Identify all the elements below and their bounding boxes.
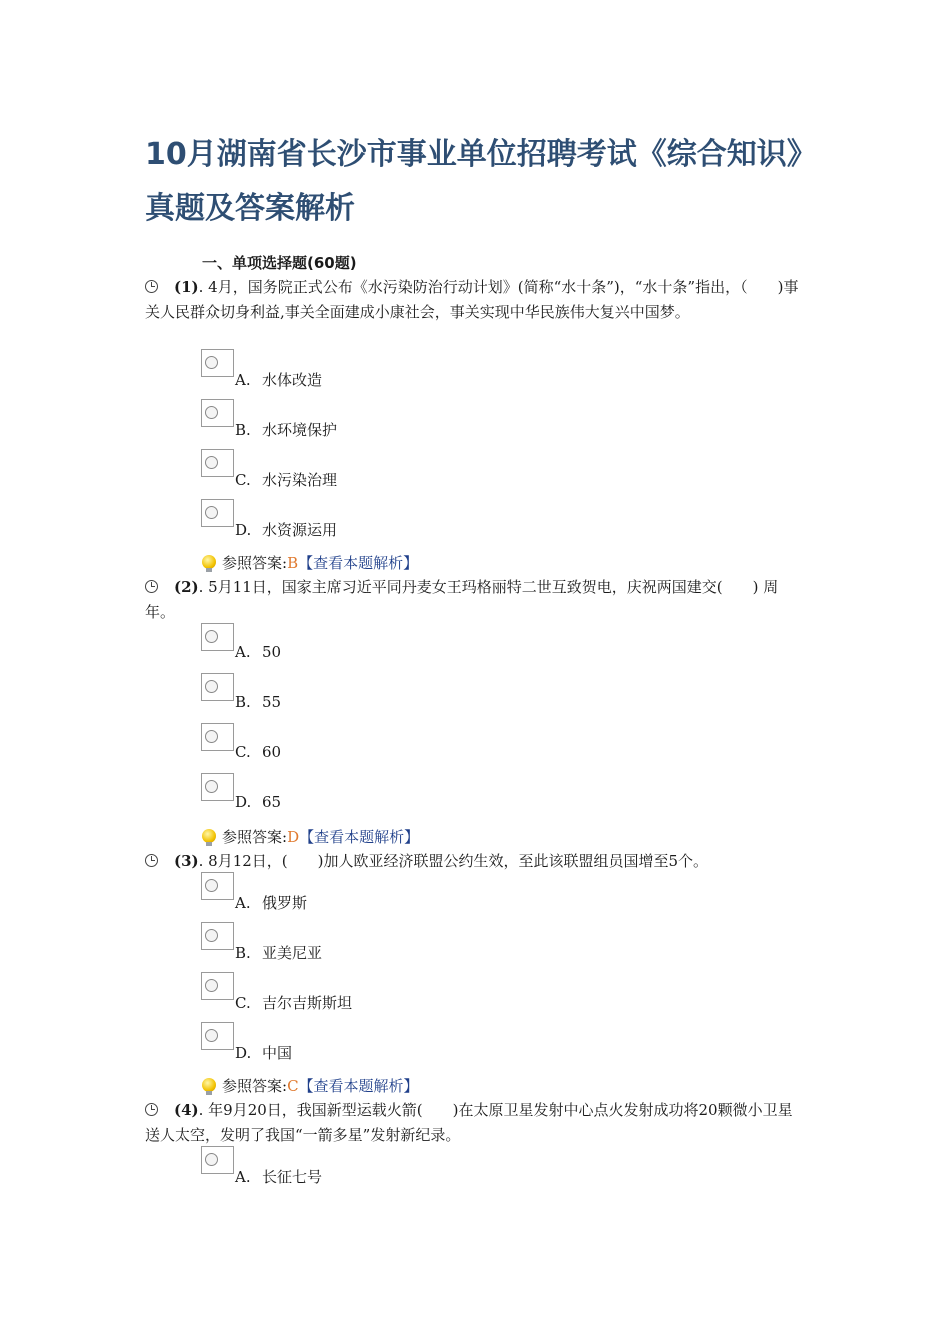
option-text: 55 xyxy=(262,693,282,711)
answer-key: C xyxy=(287,1077,299,1095)
option-a[interactable] xyxy=(201,872,701,914)
radio-button-icon[interactable] xyxy=(201,1146,234,1174)
option-text: 水污染治理 xyxy=(262,471,338,489)
radio-button-icon[interactable] xyxy=(201,972,234,1000)
radio-button-icon[interactable] xyxy=(201,399,234,427)
view-analysis-link[interactable]: 【查看本题解析】 xyxy=(298,554,419,572)
option-text: 俄罗斯 xyxy=(262,894,308,912)
option-c[interactable] xyxy=(201,449,701,491)
question-text: . 年9月20日，我国新型运载火箭( )在太原卫星发射中心点火发射成功将20颗微小卫星送人太空，发明了我国“一箭多星”发射新纪录。 xyxy=(145,1101,793,1144)
option-a[interactable] xyxy=(201,349,701,391)
answer-key: B xyxy=(287,554,299,572)
option-c[interactable] xyxy=(201,723,701,765)
option-text: 长征七号 xyxy=(262,1168,323,1186)
question-number: (2) xyxy=(174,578,199,596)
lightbulb-icon xyxy=(202,1078,216,1092)
option-letter: C. xyxy=(235,471,251,489)
option-letter: B. xyxy=(235,421,251,439)
view-analysis-link[interactable]: 【查看本题解析】 xyxy=(298,1077,419,1095)
question-number: (3) xyxy=(174,852,199,870)
option-letter: A. xyxy=(235,371,251,389)
question-number: (1) xyxy=(174,278,199,296)
option-letter: A. xyxy=(235,1168,251,1186)
option-d[interactable] xyxy=(201,1022,701,1064)
question-text: . 4月，国务院正式公布《水污染防治行动计划》(简称“水十条”)，“水十条”指出，（ )事关人民群众切身利益,事关全面建成小康社会，事关实现中华民族伟大复兴中国梦。 xyxy=(145,278,799,321)
reference-answer xyxy=(202,552,418,573)
option-text: 水体改造 xyxy=(262,371,323,389)
reference-answer xyxy=(202,1075,419,1096)
radio-button-icon[interactable] xyxy=(201,723,234,751)
view-analysis-link[interactable]: 【查看本题解析】 xyxy=(299,828,420,846)
radio-button-icon[interactable] xyxy=(201,449,234,477)
question-number: (4) xyxy=(174,1101,199,1119)
option-letter: D. xyxy=(235,1044,252,1062)
radio-button-icon[interactable] xyxy=(201,922,234,950)
option-letter: A. xyxy=(235,643,251,661)
option-letter: C. xyxy=(235,994,251,1012)
option-b[interactable] xyxy=(201,673,701,715)
question-2 xyxy=(145,575,805,625)
option-d[interactable] xyxy=(201,499,701,541)
question-text: . 5月11日，国家主席习近平同丹麦女王玛格丽特二世互致贺电，庆祝两国建交( ) 周年。 xyxy=(145,578,779,621)
radio-button-icon[interactable] xyxy=(201,773,234,801)
option-text: 中国 xyxy=(262,1044,293,1062)
option-letter: B. xyxy=(235,693,251,711)
option-a[interactable] xyxy=(201,1146,701,1188)
option-c[interactable] xyxy=(201,972,701,1014)
option-text: 水资源运用 xyxy=(262,521,338,539)
clock-icon xyxy=(145,580,158,593)
radio-button-icon[interactable] xyxy=(201,349,234,377)
option-text: 吉尔吉斯斯坦 xyxy=(262,994,353,1012)
option-text: 亚美尼亚 xyxy=(262,944,323,962)
option-letter: C. xyxy=(235,743,251,761)
question-1 xyxy=(145,275,805,325)
answer-prefix: 参照答案: xyxy=(222,554,288,572)
question-4 xyxy=(145,1098,805,1148)
answer-prefix: 参照答案: xyxy=(222,1077,288,1095)
lightbulb-icon xyxy=(202,829,216,843)
option-text: 水环境保护 xyxy=(262,421,338,439)
option-b[interactable] xyxy=(201,399,701,441)
option-letter: D. xyxy=(235,793,252,811)
clock-icon xyxy=(145,1103,158,1116)
option-letter: D. xyxy=(235,521,252,539)
option-text: 60 xyxy=(262,743,282,761)
clock-icon xyxy=(145,854,158,867)
question-text: . 8月12日，( )加人欧亚经济联盟公约生效，至此该联盟组员国增至5个。 xyxy=(198,852,709,870)
reference-answer xyxy=(202,826,419,847)
answer-prefix: 参照答案: xyxy=(222,828,288,846)
radio-button-icon[interactable] xyxy=(201,673,234,701)
page-title: 10月湖南省长沙市事业单位招聘考试《综合知识》真题及答案解析 xyxy=(145,137,817,226)
option-text: 50 xyxy=(262,643,282,661)
radio-button-icon[interactable] xyxy=(201,872,234,900)
option-letter: A. xyxy=(235,894,251,912)
option-b[interactable] xyxy=(201,922,701,964)
question-3 xyxy=(145,849,805,874)
option-a[interactable] xyxy=(201,623,701,665)
clock-icon xyxy=(145,280,158,293)
section-heading: 一、单项选择题(60题) xyxy=(202,254,357,272)
radio-button-icon[interactable] xyxy=(201,499,234,527)
option-letter: B. xyxy=(235,944,251,962)
option-text: 65 xyxy=(262,793,282,811)
lightbulb-icon xyxy=(202,555,216,569)
answer-key: D xyxy=(287,828,300,846)
radio-button-icon[interactable] xyxy=(201,1022,234,1050)
option-d[interactable] xyxy=(201,773,701,815)
radio-button-icon[interactable] xyxy=(201,623,234,651)
